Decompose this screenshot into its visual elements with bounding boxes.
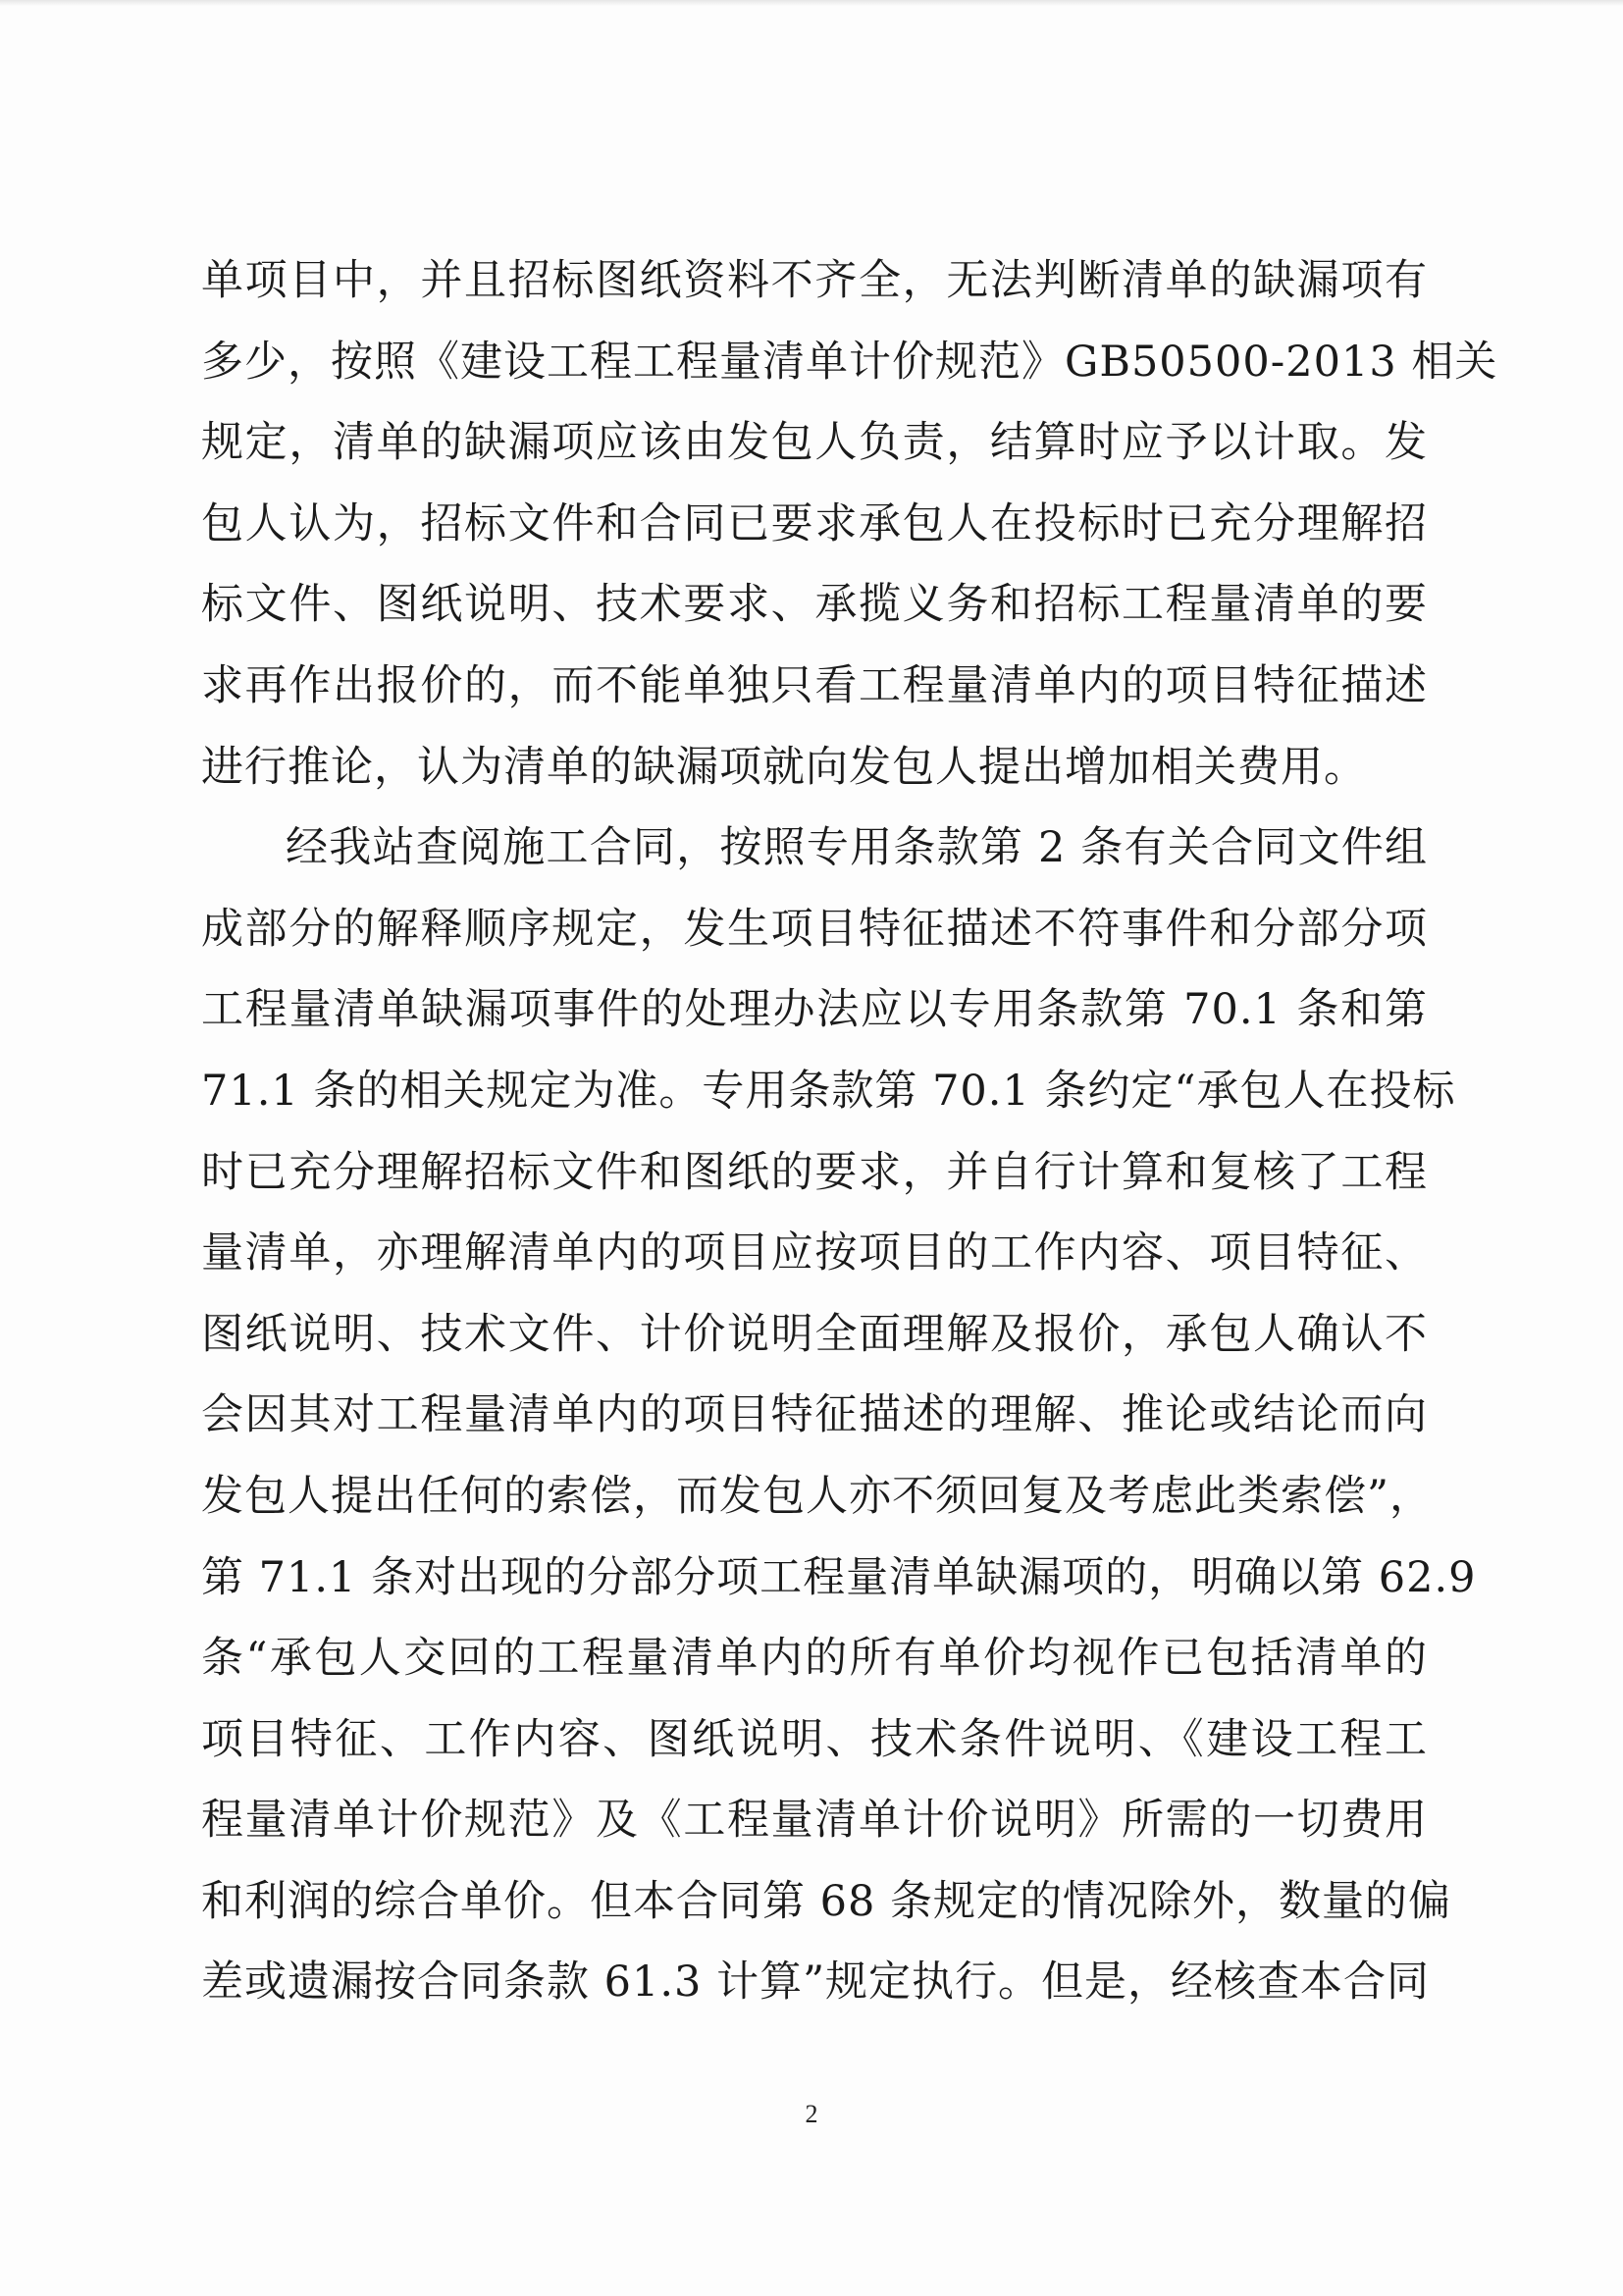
text-line: 量清单，亦理解清单内的项目应按项目的工作内容、项目特征、 xyxy=(201,1228,1428,1278)
text-line: 成部分的解释顺序规定，发生项目特征描述不符事件和分部分项 xyxy=(201,904,1428,954)
page-number: 2 xyxy=(805,2100,818,2128)
text-line: 单项目中，并且招标图纸资料不齐全，无法判断清单的缺漏项有 xyxy=(201,256,1428,305)
body-text xyxy=(201,240,1498,2023)
text-line: 工程量清单缺漏项事件的处理办法应以专用条款第 70.1 条和第 xyxy=(201,985,1428,1035)
text-line: 条“承包人交回的工程量清单内的所有单价均视作已包括清单的 xyxy=(201,1634,1428,1684)
text-line: 规定，清单的缺漏项应该由发包人负责，结算时应予以计取。发 xyxy=(201,418,1428,468)
paragraph-start-line: 经我站查阅施工合同，按照专用条款第 2 条有关合同文件组 xyxy=(286,823,1428,873)
text-line: 差或遗漏按合同条款 61.3 计算”规定执行。但是，经核查本合同 xyxy=(201,1957,1431,2008)
text-line: 包人认为，招标文件和合同已要求承包人在投标时已充分理解招 xyxy=(201,498,1428,548)
text-line: 标文件、图纸说明、技术要求、承揽义务和招标工程量清单的要 xyxy=(201,580,1428,630)
text-line: 程量清单计价规范》及《工程量清单计价说明》所需的一切费用 xyxy=(201,1796,1428,1846)
text-line: 时已充分理解招标文件和图纸的要求，并自行计算和复核了工程 xyxy=(201,1147,1428,1197)
text-line: 求再作出报价的，而不能单独只看工程量清单内的项目特征描述 xyxy=(201,660,1428,710)
text-line: 71.1 条的相关规定为准。专用条款第 70.1 条约定“承包人在投标 xyxy=(201,1066,1456,1116)
text-line: 发包人提出任何的索偿，而发包人亦不须回复及考虑此类索偿”， xyxy=(201,1471,1433,1521)
scan-edge xyxy=(0,0,1623,6)
paragraph-end-line: 进行推论，认为清单的缺漏项就向发包人提出增加相关费用。 xyxy=(201,742,1367,792)
text-line: 和利润的综合单价。但本合同第 68 条规定的情况除外，数量的偏 xyxy=(201,1876,1452,1926)
text-line: 第 71.1 条对出现的分部分项工程量清单缺漏项的，明确以第 62.9 xyxy=(201,1552,1477,1602)
text-line: 多少，按照《建设工程工程量清单计价规范》GB50500-2013 相关 xyxy=(201,337,1498,387)
text-line: 项目特征、工作内容、图纸说明、技术条件说明、《建设工程工 xyxy=(201,1714,1428,1764)
text-line: 会因其对工程量清单内的项目特征描述的理解、推论或结论而向 xyxy=(201,1390,1428,1440)
text-line: 图纸说明、技术文件、计价说明全面理解及报价，承包人确认不 xyxy=(201,1309,1428,1359)
